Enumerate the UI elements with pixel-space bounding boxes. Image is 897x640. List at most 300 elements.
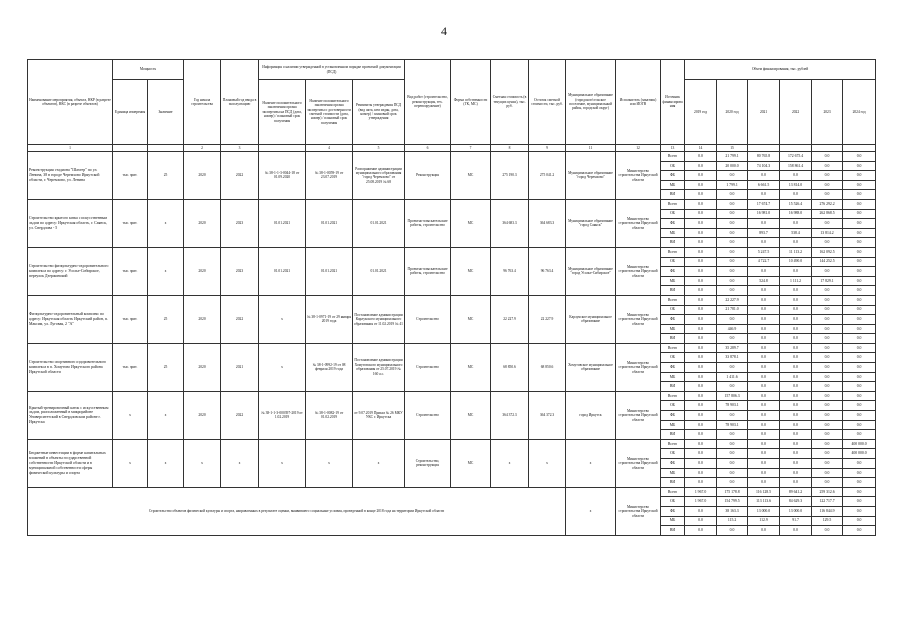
funding-value: 0.0 xyxy=(843,276,876,286)
funding-value: 0.0 xyxy=(812,324,843,334)
funding-value: 0.0 xyxy=(843,363,876,373)
object-start-year: 2020 xyxy=(184,343,221,391)
funding-value: 0.0 xyxy=(685,315,717,325)
object-expertise: x xyxy=(259,295,306,343)
funding-value: 0.0 xyxy=(780,468,812,478)
funding-value: 0.0 xyxy=(812,295,843,305)
funding-value: 0.0 xyxy=(843,516,876,526)
column-number xyxy=(843,145,876,152)
funding-source: Всего xyxy=(661,295,685,305)
object-estimated-cost: 68 850.6 xyxy=(491,343,529,391)
funding-value: 0.0 xyxy=(843,190,876,200)
table-row xyxy=(28,343,876,353)
funding-value: 0.0 xyxy=(717,171,748,181)
table-row xyxy=(28,391,876,401)
funding-value: 13 814.0 xyxy=(780,180,812,190)
funding-value: 0.0 xyxy=(748,295,780,305)
funding-value: 0.0 xyxy=(685,305,717,315)
funding-value: 33 878.1 xyxy=(717,353,748,363)
funding-value: 0.0 xyxy=(780,449,812,459)
funding-value: 0.0 xyxy=(717,219,748,229)
funding-value: 0.0 xyxy=(717,363,748,373)
funding-value: 400 000.0 xyxy=(843,449,876,459)
funding-value: 13 000.0 xyxy=(748,506,780,516)
object-reliability: № 38-1-0059-19 от 23.07.2019 xyxy=(306,152,353,200)
funding-value: 0.0 xyxy=(812,526,843,536)
column-number xyxy=(780,145,812,152)
funding-value: 0.0 xyxy=(685,286,717,296)
funding-value: 0.0 xyxy=(843,228,876,238)
header-year-2020: 2020 год xyxy=(717,80,748,145)
object-reported-cost: 364 372.3 xyxy=(529,391,566,439)
funding-value: 0.0 xyxy=(748,267,780,277)
funding-value: 524.8 xyxy=(748,276,780,286)
column-number: 9 xyxy=(529,145,566,152)
funding-value: 0.0 xyxy=(780,343,812,353)
funding-source: ФБ xyxy=(661,219,685,229)
header-year-2021: 2021 xyxy=(748,80,780,145)
object-name: Строительство крытого катка с искусственным льдом по адресу: Иркутская область, г. Саянск, ул. Свердлова - 5 xyxy=(28,199,113,247)
funding-value: 0.0 xyxy=(685,247,717,257)
funding-source: МБ xyxy=(661,468,685,478)
funding-value: 0.0 xyxy=(685,180,717,190)
funding-value: 0.0 xyxy=(685,152,717,162)
funding-value: 0.0 xyxy=(748,449,780,459)
column-number: 15 xyxy=(717,145,748,152)
object-work-type: Строительство xyxy=(405,343,451,391)
funding-value: 0.0 xyxy=(685,209,717,219)
funding-value: 0.0 xyxy=(843,247,876,257)
funding-value: 0.0 xyxy=(812,401,843,411)
funding-value: 0.0 xyxy=(685,324,717,334)
object-work-type: Проектно-изыскательские работы, строительство xyxy=(405,247,451,295)
header-financing: Объем финансирования, тыс. рублей xyxy=(685,60,876,80)
funding-value: 0.0 xyxy=(685,171,717,181)
object-ownership: МС xyxy=(451,343,491,391)
funding-value: 0.0 xyxy=(843,343,876,353)
object-executor: Министерство строительства Иркутской области xyxy=(616,439,661,487)
funding-value: 0.0 xyxy=(748,430,780,440)
funding-value: 78 903.1 xyxy=(717,401,748,411)
funding-value: 0.0 xyxy=(843,372,876,382)
object-approval: Постановление администрации Хомутовского муниципального образования от 25.07.2019 № 160 а.с. xyxy=(353,343,405,391)
funding-value: 0.0 xyxy=(843,219,876,229)
object-estimated-cost: 96 763.4 xyxy=(491,247,529,295)
header-year-2019: 2019 год xyxy=(685,80,717,145)
funding-value: 0.0 xyxy=(812,238,843,248)
column-number: 1 xyxy=(28,145,113,152)
funding-value: 0.0 xyxy=(748,478,780,488)
funding-value: 0.0 xyxy=(843,353,876,363)
column-number: 12 xyxy=(616,145,661,152)
object-start-year: 2020 xyxy=(184,199,221,247)
funding-value: 0.0 xyxy=(717,199,748,209)
object-reliability: № 38-1-0992-19 от 08 февраля 2019 года xyxy=(306,343,353,391)
object-approval: Постановление администрации Карлукского муниципального образования от 11.02.2019 № 41 xyxy=(353,295,405,343)
object-ownership: МС xyxy=(451,391,491,439)
object-value: 25 xyxy=(148,343,184,391)
object-work-type: Строительство xyxy=(405,391,451,439)
total-executor: Министерство строительства Иркутской области xyxy=(616,487,661,535)
header-positive-reliability: Наличие положительного заключения органа экспертизы о достоверности сметной стоимости (дата, номер) / плановый срок получения xyxy=(306,80,353,145)
funding-value: 0.0 xyxy=(812,439,843,449)
funding-source: ОБ xyxy=(661,209,685,219)
funding-value: 175 178.8 xyxy=(717,487,748,497)
funding-value: 0.0 xyxy=(843,468,876,478)
object-name: Строительство физкультурно-оздоровительного комплекса по адресу: г. Усолье-Сибирское, переулок Дзержинский xyxy=(28,247,113,295)
header-unit: Единица измерения xyxy=(113,80,148,145)
object-work-type: Проектно-изыскательские работы, строительство xyxy=(405,199,451,247)
funding-value: 17 829.1 xyxy=(812,276,843,286)
header-approval-details: Реквизиты утверждения ПСД (вид акта, кем издан, дата, номер) / плановый срок утверждения xyxy=(353,80,405,145)
object-estimated-cost: 364 372.3 xyxy=(491,391,529,439)
column-number: 14 xyxy=(685,145,717,152)
object-end-year: x xyxy=(221,439,259,487)
object-name: Физкультурно-оздоровительный комплекс по адресу: Иркутская область Иркутский район, п. Максим, ул. Луговая, 2 "А" xyxy=(28,295,113,343)
object-reliability: 01.01.2021 xyxy=(306,199,353,247)
funding-value: 0.0 xyxy=(717,478,748,488)
funding-value: 0.0 xyxy=(812,382,843,392)
funding-value: 0.0 xyxy=(685,190,717,200)
header-capacity: Мощность xyxy=(113,60,184,80)
funding-value: 538.4 xyxy=(780,228,812,238)
funding-value: 0.0 xyxy=(812,180,843,190)
funding-source: МБ xyxy=(661,516,685,526)
funding-value: 0.0 xyxy=(780,363,812,373)
object-reported-cost: 364 683.3 xyxy=(529,199,566,247)
object-name: Строительство спортивного оздоровительного комплекса в п. Хомутово Иркутского района Иркутской области xyxy=(28,343,113,391)
funding-value: 0.0 xyxy=(748,468,780,478)
funding-value: 6 661.5 xyxy=(748,180,780,190)
funding-value: 0.0 xyxy=(780,219,812,229)
funding-value: 0.0 xyxy=(843,382,876,392)
funding-value: 0.0 xyxy=(748,286,780,296)
object-executor: Министерство строительства Иркутской области xyxy=(616,152,661,200)
object-municipality: Хомутовское муниципальное образование xyxy=(566,343,616,391)
funding-value: 0.0 xyxy=(717,430,748,440)
funding-value: 0.0 xyxy=(780,305,812,315)
object-approval: 01.01.2021 xyxy=(353,199,405,247)
funding-value: 0.0 xyxy=(843,487,876,497)
funding-value: 22 227.9 xyxy=(717,295,748,305)
funding-value: 0.0 xyxy=(812,430,843,440)
header-year-2024: 2024 год xyxy=(843,80,876,145)
table-row xyxy=(28,439,876,449)
funding-value: 0.0 xyxy=(717,247,748,257)
object-end-year: 2022 xyxy=(221,152,259,200)
column-number: 2 xyxy=(184,145,221,152)
column-number: 11 xyxy=(566,145,616,152)
funding-source: ФБ xyxy=(661,363,685,373)
funding-value: 0.0 xyxy=(685,353,717,363)
funding-source: ОБ xyxy=(661,353,685,363)
column-number: 13 xyxy=(661,145,685,152)
object-executor: Министерство строительства Иркутской области xyxy=(616,343,661,391)
funding-value: 0.0 xyxy=(748,315,780,325)
funding-value: 129.5 xyxy=(812,516,843,526)
funding-source: ВИ xyxy=(661,286,685,296)
funding-value: 0.0 xyxy=(780,353,812,363)
funding-value: 0.0 xyxy=(717,382,748,392)
funding-value: 0.0 xyxy=(748,526,780,536)
funding-value: 154 799.5 xyxy=(717,497,748,507)
funding-value: 0.0 xyxy=(812,353,843,363)
funding-value: 0.0 xyxy=(685,372,717,382)
funding-value: 1 967.0 xyxy=(685,497,717,507)
funding-source: МБ xyxy=(661,180,685,190)
funding-value: 0.0 xyxy=(843,334,876,344)
column-number: 6 xyxy=(405,145,451,152)
funding-value: 0.0 xyxy=(748,171,780,181)
funding-value: 0.0 xyxy=(780,401,812,411)
funding-value: 0.0 xyxy=(717,468,748,478)
column-number-row xyxy=(28,145,876,152)
funding-value: 0.0 xyxy=(717,190,748,200)
object-executor: Министерство строительства Иркутской области xyxy=(616,391,661,439)
funding-value: 0.0 xyxy=(780,372,812,382)
object-municipality: Муниципальное образование "город Черемхово" xyxy=(566,152,616,200)
funding-value: 0.0 xyxy=(717,449,748,459)
funding-source: ОБ xyxy=(661,161,685,171)
object-unit: тыс. зрит. xyxy=(113,343,148,391)
funding-source: ВИ xyxy=(661,478,685,488)
funding-value: 13 814.2 xyxy=(812,228,843,238)
funding-value: 0.0 xyxy=(843,526,876,536)
funding-value: 0.0 xyxy=(843,420,876,430)
object-expertise: 01.01.2021 xyxy=(259,199,306,247)
funding-source: МБ xyxy=(661,372,685,382)
funding-source: ОБ xyxy=(661,401,685,411)
funding-source: МБ xyxy=(661,276,685,286)
funding-value: 0.0 xyxy=(748,238,780,248)
funding-value: 0.0 xyxy=(780,459,812,469)
header-work-type: Вид работ (строительство, реконструкция, тех. перевооружение) xyxy=(405,60,451,145)
funding-value: 0.0 xyxy=(685,276,717,286)
object-executor: Министерство строительства Иркутской области xyxy=(616,199,661,247)
object-start-year: 2020 xyxy=(184,247,221,295)
object-unit: x xyxy=(113,439,148,487)
funding-value: 172 675.4 xyxy=(780,152,812,162)
funding-value: 0.0 xyxy=(717,334,748,344)
funding-value: 38 163.3 xyxy=(717,506,748,516)
header-year-2022: 2022 xyxy=(780,80,812,145)
funding-value: 0.0 xyxy=(685,411,717,421)
funding-value: 0.0 xyxy=(748,324,780,334)
total-name: Строительство объектов физической культуры и спорта, направленных в результате оценки, выявившего социальные условия, проведенной в конце 2018 года на территории Иркутской области xyxy=(28,487,566,535)
funding-value: 0.0 xyxy=(685,363,717,373)
column-number xyxy=(148,145,184,152)
object-ownership: МС xyxy=(451,247,491,295)
funding-value: 0.0 xyxy=(812,372,843,382)
funding-value: 11 113.2 xyxy=(780,247,812,257)
funding-value: 0.0 xyxy=(685,420,717,430)
funding-value: 0.0 xyxy=(812,219,843,229)
funding-source: Всего xyxy=(661,247,685,257)
object-value: x xyxy=(148,391,184,439)
funding-value: 144 252.5 xyxy=(812,257,843,267)
object-estimated-cost: x xyxy=(491,439,529,487)
funding-value: 0.0 xyxy=(812,190,843,200)
object-value: 25 xyxy=(148,295,184,343)
funding-source: ФБ xyxy=(661,267,685,277)
funding-value: 74 104.3 xyxy=(748,161,780,171)
funding-value: 0.0 xyxy=(717,209,748,219)
object-estimated-cost: 275 190.3 xyxy=(491,152,529,200)
funding-value: 158 861.4 xyxy=(780,161,812,171)
funding-value: 0.0 xyxy=(685,430,717,440)
funding-value: 0.0 xyxy=(812,152,843,162)
total-mark: x xyxy=(566,487,616,535)
funding-value: 0.0 xyxy=(717,411,748,421)
header-positive-expertise: Наличие положительного заключения органа экспертизы на ПСД (дата, номер) / плановый срок получения xyxy=(259,80,306,145)
object-reported-cost: 68 850.6 xyxy=(529,343,566,391)
funding-value: 0.0 xyxy=(748,363,780,373)
column-number xyxy=(113,145,148,152)
object-expertise: x xyxy=(259,439,306,487)
funding-value: 0.0 xyxy=(685,257,717,267)
table-row xyxy=(28,199,876,209)
object-municipality: Муниципальное образование "город Усолье-Сибирское" xyxy=(566,247,616,295)
funding-value: 0.0 xyxy=(780,420,812,430)
object-municipality: город Иркутск xyxy=(566,391,616,439)
funding-value: 0.0 xyxy=(685,267,717,277)
funding-source: ВИ xyxy=(661,334,685,344)
column-number: 8 xyxy=(491,145,529,152)
header-builder: Исполнитель (заказчик) или ИОГВ xyxy=(616,60,661,145)
funding-value: 0.0 xyxy=(843,238,876,248)
funding-value: 0.0 xyxy=(685,459,717,469)
funding-value: 0.0 xyxy=(685,334,717,344)
funding-value: 0.0 xyxy=(685,468,717,478)
funding-value: 1 799.1 xyxy=(717,180,748,190)
funding-value: 16 981.0 xyxy=(748,209,780,219)
funding-value: 0.0 xyxy=(843,324,876,334)
total-row xyxy=(28,487,876,497)
funding-value: 0.0 xyxy=(843,430,876,440)
column-number: 5 xyxy=(353,145,405,152)
funding-value: 276 292.2 xyxy=(812,199,843,209)
funding-value: 0.0 xyxy=(812,343,843,353)
object-unit: тыс. зрит. xyxy=(113,199,148,247)
funding-value: 0.0 xyxy=(717,459,748,469)
funding-source: ФБ xyxy=(661,506,685,516)
funding-value: 0.0 xyxy=(717,238,748,248)
funding-value: 0.0 xyxy=(685,219,717,229)
funding-value: 157 806.3 xyxy=(717,391,748,401)
object-name: Реконструкция стадиона "Шахтер" по ул. Ленина, 38 в городе Черемхово Иркутской области, г. Черемхово, ул. Ленина xyxy=(28,152,113,200)
funding-value: 0.0 xyxy=(780,238,812,248)
funding-value: 0.0 xyxy=(748,190,780,200)
object-reported-cost: 96 763.4 xyxy=(529,247,566,295)
funding-value: 0.0 xyxy=(812,420,843,430)
funding-source: Всего xyxy=(661,439,685,449)
column-number xyxy=(748,145,780,152)
funding-value: 162 092.5 xyxy=(812,247,843,257)
object-approval: от 9.07.2019 Приказ № 26 МКУ УКС г. Иркутска xyxy=(353,391,405,439)
funding-value: 0.0 xyxy=(717,526,748,536)
funding-value: 0.0 xyxy=(780,334,812,344)
funding-source: МБ xyxy=(661,420,685,430)
object-municipality: Муниципальное образование "город Саянск" xyxy=(566,199,616,247)
funding-value: 1 967.0 xyxy=(685,487,717,497)
funding-value: 0.0 xyxy=(843,506,876,516)
funding-source: Всего xyxy=(661,199,685,209)
funding-value: 0.0 xyxy=(685,526,717,536)
funding-value: 893.7 xyxy=(748,228,780,238)
funding-value: 0.0 xyxy=(685,238,717,248)
funding-value: 0.0 xyxy=(717,286,748,296)
object-unit: тыс. зрит. xyxy=(113,247,148,295)
funding-value: 0.0 xyxy=(717,267,748,277)
table-row xyxy=(28,247,876,257)
funding-value: 91.7 xyxy=(780,516,812,526)
funding-source: МБ xyxy=(661,228,685,238)
object-expertise: 01.01.2021 xyxy=(259,247,306,295)
header-year-2023: 2023 xyxy=(812,80,843,145)
funding-value: 0.0 xyxy=(780,171,812,181)
object-end-year: 2021 xyxy=(221,343,259,391)
funding-value: 0.0 xyxy=(843,209,876,219)
funding-value: 0.0 xyxy=(780,439,812,449)
object-value: x xyxy=(148,199,184,247)
funding-value: 0.0 xyxy=(843,295,876,305)
header-approved-info: Информация о наличии утвержденной в установленном порядке проектной документации (ПСД) xyxy=(259,60,405,80)
funding-value: 0.0 xyxy=(748,382,780,392)
funding-value: 0.0 xyxy=(780,286,812,296)
header-municipality: Муниципальное образование (городское/сельское поселение, муниципальный район, городской округ) xyxy=(566,60,616,145)
object-name: Бюджетные инвестиции в форме капитальных вложений в объекты государственной собственности Иркутской области и в муниципальной собственности сферы физической культуры и спорта xyxy=(28,439,113,487)
header-estimated-cost: Сметная стоимость (в текущих ценах), тыс. руб. xyxy=(491,60,529,145)
funding-value: 0.0 xyxy=(685,401,717,411)
header-value: Значение xyxy=(148,80,184,145)
object-value: x xyxy=(148,247,184,295)
funding-value: 0.0 xyxy=(843,171,876,181)
funding-value: 0.0 xyxy=(780,411,812,421)
table-row xyxy=(28,295,876,305)
funding-value: 0.0 xyxy=(780,267,812,277)
column-number: 7 xyxy=(451,145,491,152)
funding-source: Всего xyxy=(661,152,685,162)
object-work-type: Строительство, реконструкция xyxy=(405,439,451,487)
funding-value: 0.0 xyxy=(812,478,843,488)
funding-value: 0.0 xyxy=(812,171,843,181)
funding-value: 13 000.0 xyxy=(780,506,812,516)
funding-source: Всего xyxy=(661,487,685,497)
funding-value: 0.0 xyxy=(748,305,780,315)
funding-source: ФБ xyxy=(661,411,685,421)
table-row xyxy=(28,152,876,162)
funding-source: ФБ xyxy=(661,459,685,469)
funding-source: ОБ xyxy=(661,449,685,459)
page-number: 4 xyxy=(441,24,447,38)
funding-value: 0.0 xyxy=(748,343,780,353)
object-reported-cost: 275 041.2 xyxy=(529,152,566,200)
column-number xyxy=(259,145,306,152)
object-end-year: 2022 xyxy=(221,295,259,343)
funding-source: ФБ xyxy=(661,315,685,325)
funding-value: 0.0 xyxy=(843,305,876,315)
object-unit: тыс. зрит. xyxy=(113,295,148,343)
object-approval: x xyxy=(353,439,405,487)
funding-value: 0.0 xyxy=(812,267,843,277)
object-municipality: Карлукское муниципальное образование xyxy=(566,295,616,343)
funding-value: 20 000.0 xyxy=(717,161,748,171)
funding-value: 0.0 xyxy=(843,315,876,325)
funding-value: 0.0 xyxy=(843,478,876,488)
funding-value: 0.0 xyxy=(812,315,843,325)
funding-value: 262 868.5 xyxy=(812,209,843,219)
funding-value: 0.0 xyxy=(685,439,717,449)
